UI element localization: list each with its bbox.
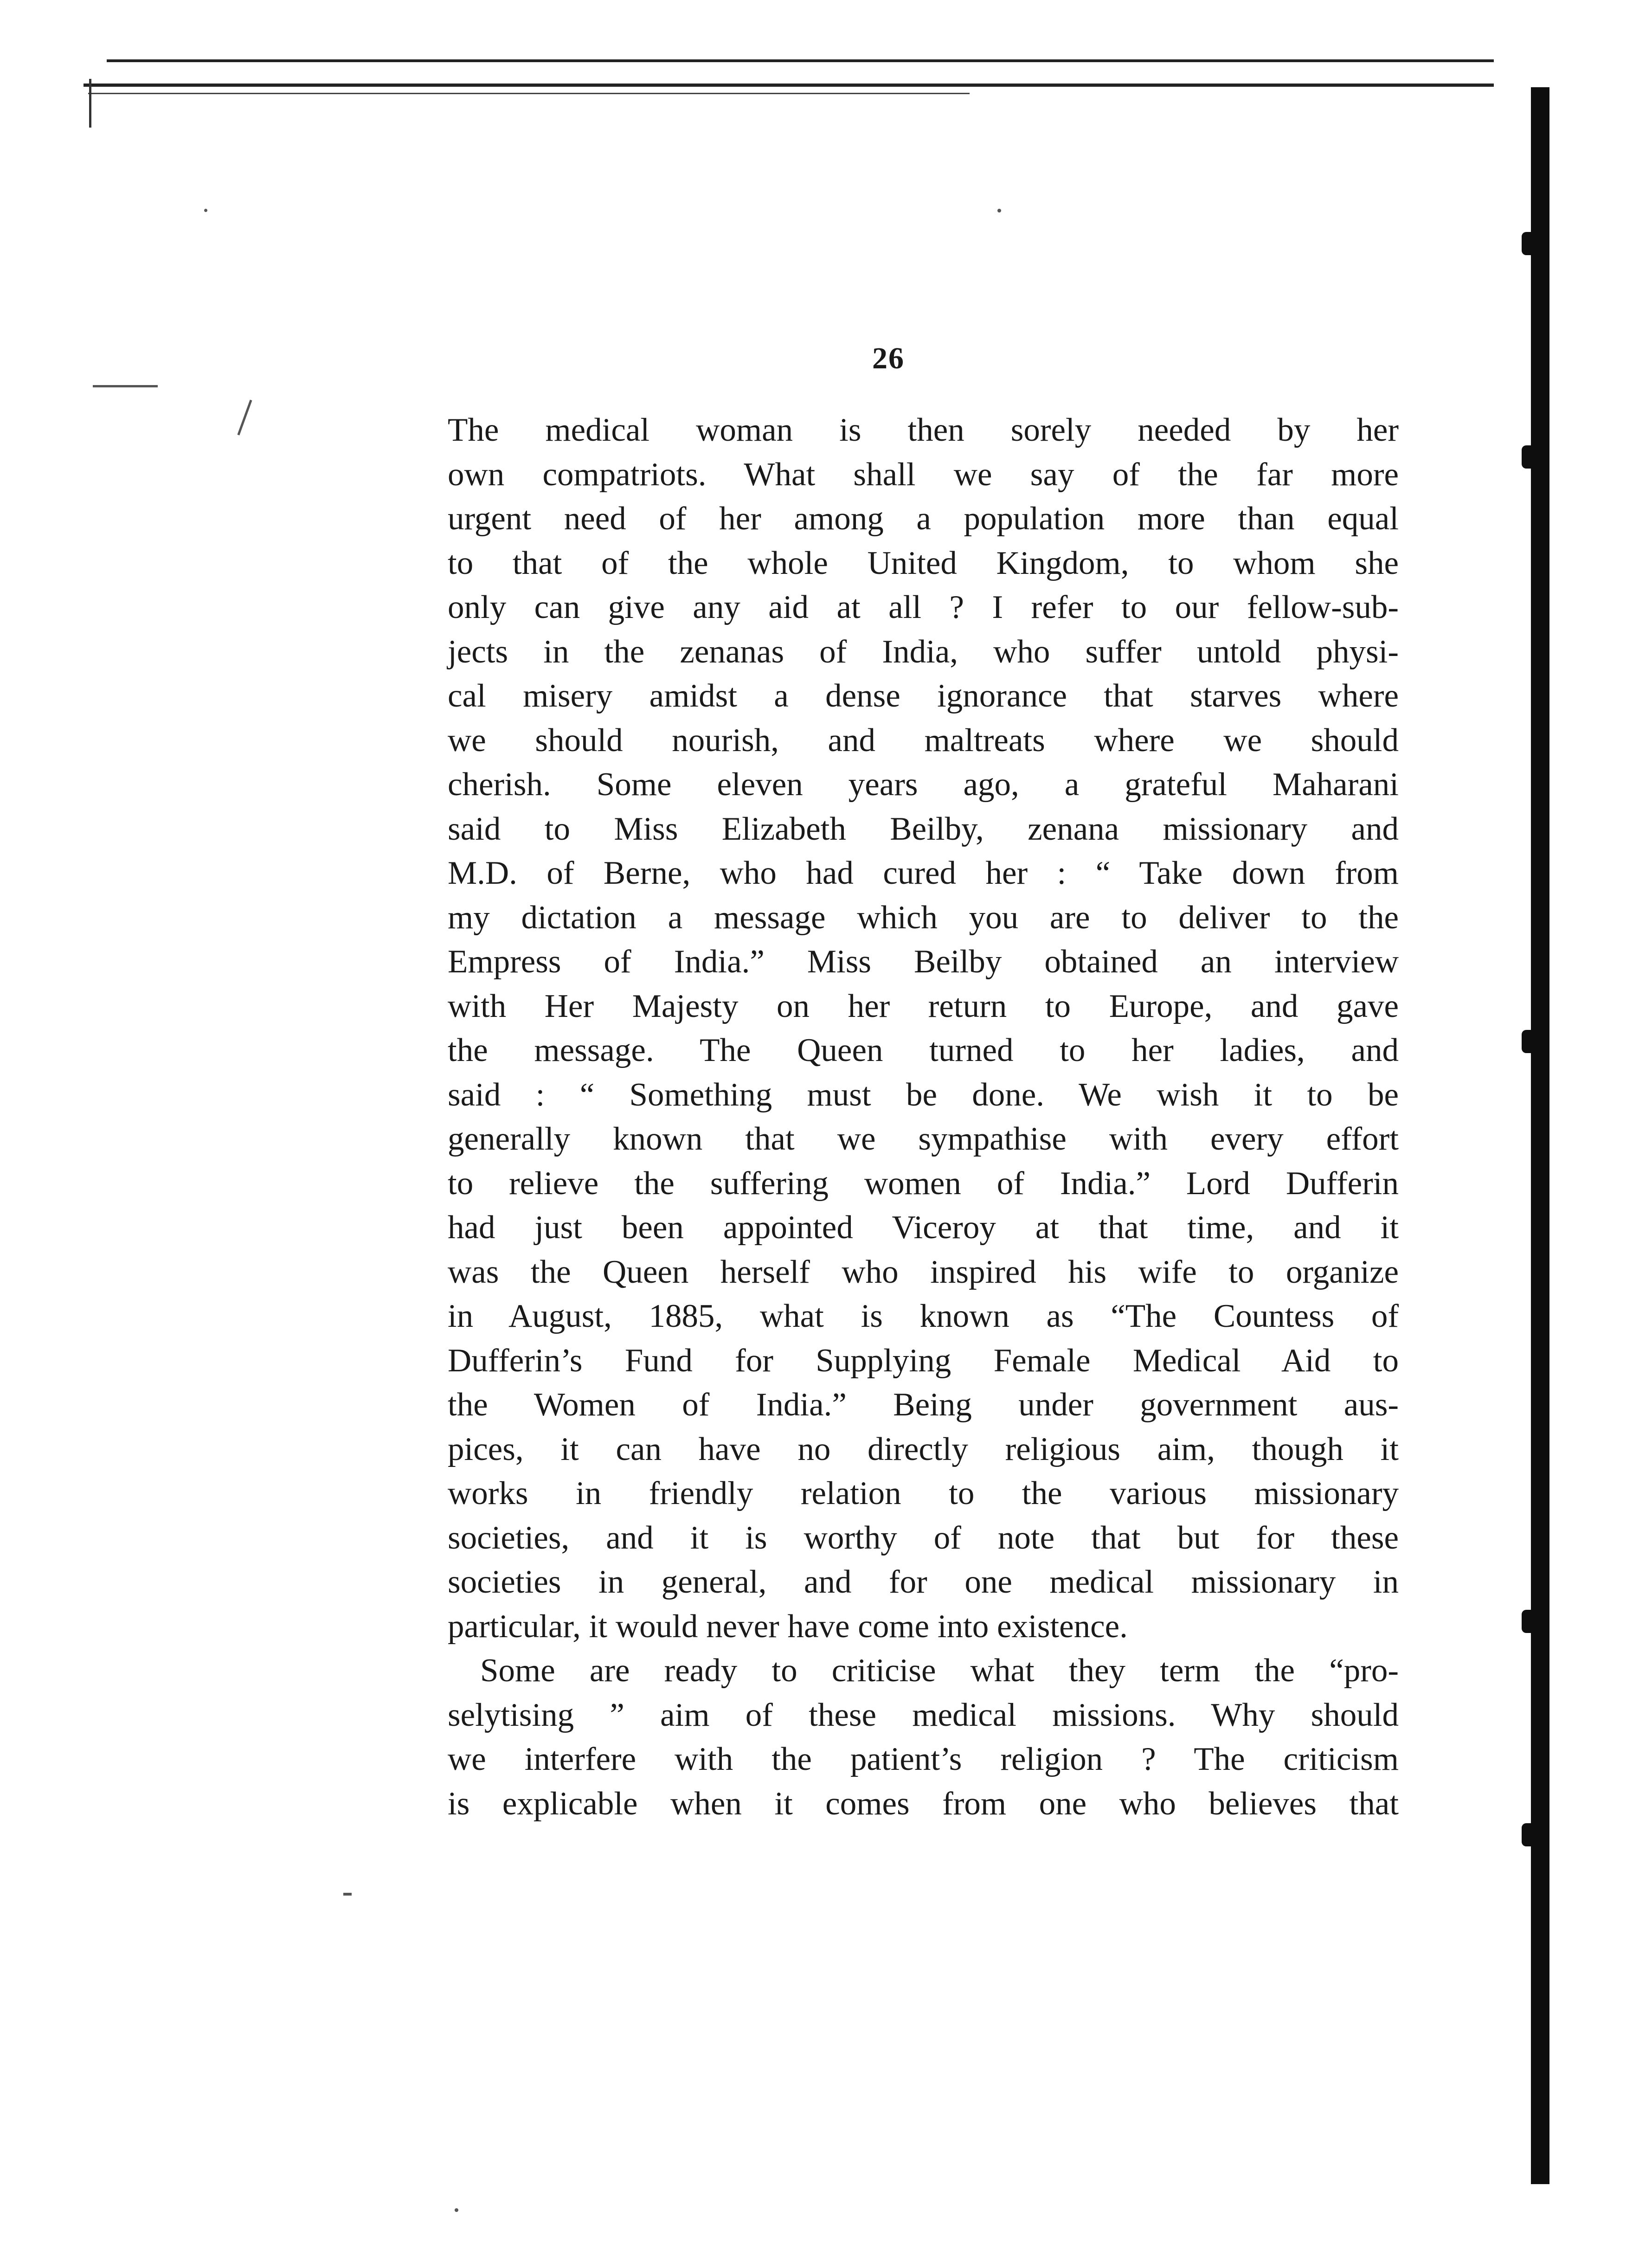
text-line: is explicable when it comes from one who believes that: [448, 1785, 1399, 1822]
text-line: societies, and it is worthy of note that but for these: [448, 1519, 1399, 1556]
scan-speck: [997, 209, 1001, 212]
text-line: selytising ” aim of these medical missions. Why should: [448, 1697, 1399, 1733]
text-line: with Her Majesty on her return to Europe, and gave: [448, 988, 1399, 1024]
text-line: M.D. of Berne, who had cured her : “ Take down from: [448, 855, 1399, 891]
text-line: in August, 1885, what is known as “The Countess of: [448, 1298, 1399, 1334]
text-line: urgent need of her among a population more than equal: [448, 501, 1399, 537]
text-line: said to Miss Elizabeth Beilby, zenana missionary and: [448, 810, 1399, 847]
top-border-rule: [107, 59, 1494, 62]
text-line: jects in the zenanas of India, who suffer untold physi-: [448, 633, 1399, 670]
scan-speck: [343, 1893, 352, 1896]
paragraph: [448, 408, 1399, 1649]
text-line: my dictation a message which you are to deliver to the: [448, 899, 1399, 936]
text-line: we should nourish, and maltreats where we should: [448, 722, 1399, 759]
text-line: works in friendly relation to the various missionary: [448, 1475, 1399, 1511]
text-line: to that of the whole United Kingdom, to whom she: [448, 545, 1399, 581]
corner-mark: [89, 79, 91, 128]
binding-edge: [1531, 87, 1549, 2184]
text-line: the message. The Queen turned to her ladies, and: [448, 1032, 1399, 1068]
text-line: cal misery amidst a dense ignorance that starves where: [448, 678, 1399, 714]
text-line: to relieve the suffering women of India.” Lord Dufferin: [448, 1165, 1399, 1202]
top-border-rule-double: [84, 84, 1494, 87]
text-line: Empress of India.” Miss Beilby obtained an interview: [448, 944, 1399, 980]
text-line: cherish. Some eleven years ago, a grateful Maharani: [448, 766, 1399, 803]
scan-speck: [237, 400, 252, 436]
text-line: was the Queen herself who inspired his wife to organize: [448, 1254, 1399, 1290]
text-line: own compatriots. What shall we say of the far more: [448, 456, 1399, 493]
scan-speck: [204, 209, 207, 212]
top-border-rule-faint: [88, 93, 970, 94]
text-line: had just been appointed Viceroy at that time, and it: [448, 1209, 1399, 1246]
binding-notch: [1522, 445, 1532, 469]
text-line: said : “ Something must be done. We wish it to be: [448, 1076, 1399, 1113]
binding-notch: [1522, 1823, 1532, 1846]
binding-notch: [1522, 1610, 1532, 1633]
text-line: we interfere with the patient’s religion ? The criticism: [448, 1741, 1399, 1777]
text-line: particular, it would never have come into existence.: [448, 1608, 1128, 1645]
text-line: only can give any aid at all ? I refer to our fellow-sub-: [448, 589, 1399, 625]
binding-notch: [1522, 232, 1532, 255]
text-line: Some are ready to criticise what they term the “pro-: [480, 1652, 1399, 1689]
text-line: societies in general, and for one medical missionary in: [448, 1564, 1399, 1600]
scan-speck: [93, 385, 158, 387]
text-line: The medical woman is then sorely needed by her: [448, 412, 1399, 448]
text-line: generally known that we sympathise with every effort: [448, 1121, 1399, 1157]
text-line: the Women of India.” Being under government aus-: [448, 1387, 1399, 1423]
scan-speck: [455, 2208, 458, 2212]
text-line: pices, it can have no directly religious aim, though it: [448, 1431, 1399, 1467]
body-text: [448, 408, 1399, 1826]
binding-notch: [1522, 1030, 1532, 1053]
text-line: Dufferin’s Fund for Supplying Female Medical Aid to: [448, 1342, 1399, 1379]
page-number: 26: [872, 341, 905, 375]
paragraph: [448, 1649, 1399, 1826]
